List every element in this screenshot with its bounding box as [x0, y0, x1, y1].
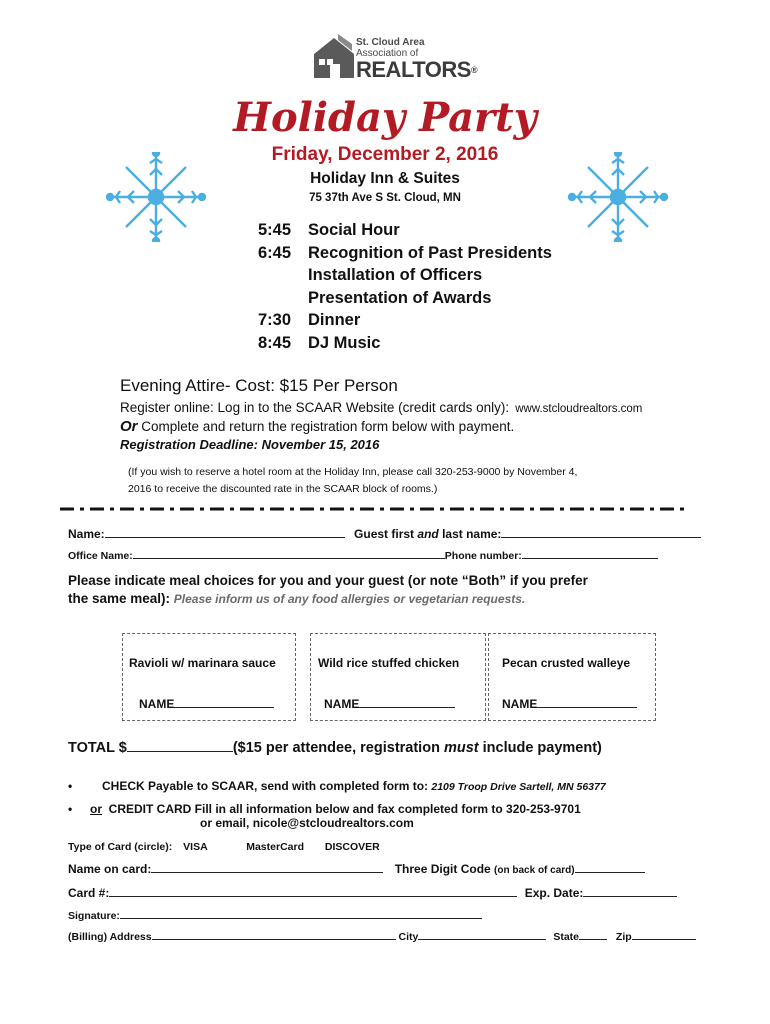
- total-row: TOTAL $ ($15 per attendee, registration must include payment): [68, 740, 602, 756]
- meal-name-field[interactable]: [174, 707, 274, 708]
- schedule-item: Installation of Officers: [308, 266, 483, 284]
- city-field[interactable]: [418, 939, 546, 940]
- card-number-row: Card #: Exp. Date:: [68, 886, 677, 900]
- logo-line-3: REALTORS: [356, 57, 471, 82]
- exp-date-field[interactable]: [583, 896, 677, 897]
- logo-line-1: St. Cloud Area: [356, 37, 425, 48]
- event-venue: Holiday Inn & Suites: [310, 170, 460, 187]
- event-address: 75 37th Ave S St. Cloud, MN: [309, 192, 461, 204]
- schedule-item: 8:45 DJ Music: [258, 333, 381, 352]
- schedule-item: 5:45 Social Hour: [258, 221, 400, 239]
- schedule-list: [258, 219, 552, 354]
- meal-name-field[interactable]: [359, 707, 455, 708]
- register-online: Register online: Log in to the SCAAR Website (credit cards only): www.stcloudrealtors.com: [120, 400, 643, 415]
- signature-field[interactable]: [120, 918, 482, 919]
- zip-field[interactable]: [632, 939, 696, 940]
- name-on-card-row: Name on card: Three Digit Code (on back of card): [68, 862, 645, 876]
- meal-question: Please indicate meal choices for you and your guest (or note “Both” if you prefer the same meal): Please inform us of any food allergies or vegetarian requests.: [68, 573, 588, 606]
- page-title: Holiday Party: [233, 94, 537, 141]
- guest-name-field[interactable]: [501, 537, 701, 538]
- bullet-icon: •: [68, 802, 73, 816]
- card-type-row: Type of Card (circle): VISA MasterCard DISCOVER: [68, 841, 380, 853]
- billing-row: (Billing) Address City State Zip: [68, 931, 696, 943]
- logo-text: [356, 37, 477, 81]
- register-alt: Or Complete and return the registration form below with payment.: [120, 418, 515, 435]
- logo-line-2: Association of: [356, 48, 419, 59]
- check-option: CHECK Payable to SCAAR, send with completed form to: 2109 Troop Drive Sartell, MN 56377: [102, 779, 606, 793]
- guest-label: Guest first and last name:: [354, 527, 502, 541]
- name-row: [68, 527, 718, 541]
- card-type-mastercard[interactable]: MasterCard: [246, 841, 304, 853]
- name-field[interactable]: [105, 537, 345, 538]
- bullet-icon: •: [68, 779, 73, 793]
- name-on-card-field[interactable]: [151, 872, 383, 873]
- office-name-field[interactable]: [133, 558, 445, 559]
- registration-deadline: Registration Deadline: November 15, 2016: [120, 437, 380, 452]
- meal-option-chicken[interactable]: Wild rice stuffed chicken NAME: [310, 633, 486, 721]
- billing-address-field[interactable]: [152, 939, 396, 940]
- state-field[interactable]: [579, 939, 607, 940]
- name-label: Name:: [68, 527, 105, 541]
- phone-field[interactable]: [522, 558, 658, 559]
- schedule-item: Presentation of Awards: [308, 288, 492, 307]
- card-type-discover[interactable]: DISCOVER: [324, 841, 380, 853]
- cvv-field[interactable]: [575, 872, 645, 873]
- meal-name-field[interactable]: [537, 707, 637, 708]
- attire-cost: Evening Attire- Cost: $15 Per Person: [120, 376, 398, 395]
- cut-line: [60, 506, 690, 512]
- hotel-note: (If you wish to reserve a hotel room at the Holiday Inn, please call 320-253-9000 by November 4, 2016 to receive the discounted rate in the SCAAR block of rooms.): [128, 466, 578, 495]
- website-link[interactable]: www.stcloudrealtors.com: [515, 403, 643, 415]
- logo-mark: ®: [470, 65, 478, 75]
- credit-option: or CREDIT CARD Fill in all information below and fax completed form to 320-253-9701 or email, nicole@stcloudrealtors.com: [90, 802, 581, 830]
- snowflake-icon: [566, 152, 670, 242]
- schedule-item: 6:45 Recognition of Past Presidents: [258, 243, 552, 262]
- card-number-field[interactable]: [109, 896, 517, 897]
- schedule-item: 7:30 Dinner: [258, 311, 361, 329]
- total-field[interactable]: [127, 751, 233, 752]
- event-date: Friday, December 2, 2016: [271, 144, 499, 165]
- snowflake-icon: [104, 152, 208, 242]
- meal-option-ravioli[interactable]: Ravioli w/ marinara sauce NAME: [122, 633, 296, 721]
- signature-row: Signature:: [68, 910, 482, 922]
- meal-option-walleye[interactable]: Pecan crusted walleye NAME: [488, 633, 656, 721]
- office-row: Office Name: Phone number:: [68, 550, 718, 562]
- card-type-visa[interactable]: VISA: [183, 841, 208, 853]
